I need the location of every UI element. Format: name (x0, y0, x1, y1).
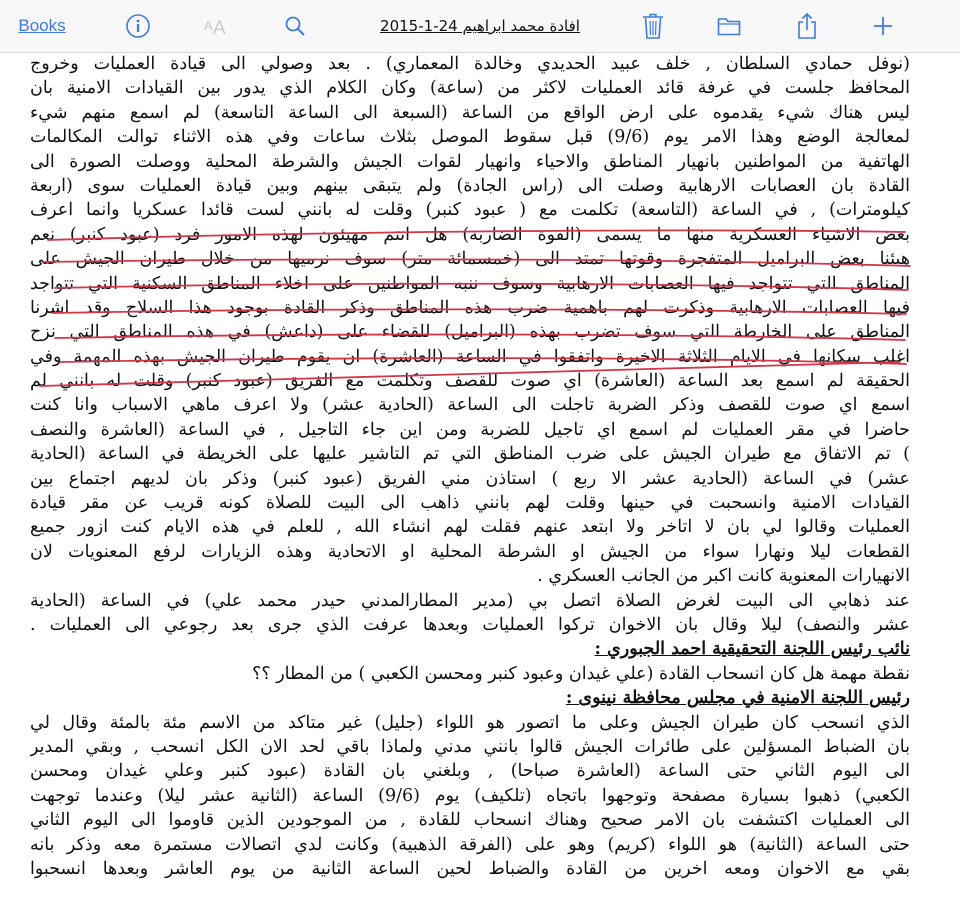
doc-line: القطعات ليلا ونهارا سواء من الجيش او الشرطة المحلية او الاتحادية وهذه الزيارات لرفع المعنويات لان (30, 541, 910, 562)
books-back-link[interactable]: Books (18, 16, 66, 35)
info-button[interactable] (121, 0, 155, 52)
svg-text:A: A (213, 18, 226, 39)
doc-line: كيلومترات) , في الساعة (التاسعة) تكلمت مع ( عبود كنبر) وقلت له بانني لست قائدا عسكريا وانما اعرف (30, 200, 910, 221)
doc-line: القادة بان العصابات الارهابية وصلت الى (راس الجادة) ولم يتبقى بينهم وبين قيادة العمليات سوى (اربعة (30, 175, 910, 196)
doc-line: عشر والنصف) ليلا وقال بان الاخوان تركوا العمليات وبعدها عرفت الذي جرى بعد رجوعي الى العمليات . (30, 614, 910, 635)
doc-line: فيها العصابات الارهابية وذكرت لهم باهمية ضرب هذه المناطق وذكر القادة بوجود هذا السلاح وقد اشرنا (30, 297, 910, 318)
doc-line: (نوفل حمادي السلطان , خلف عبيد الحديدي وخالدة المعماري) . بعد وصولي الى قيادة العمليات وخروج (30, 54, 910, 74)
doc-line: ليس هناك شيء يقدموه على ارض الواقع من الساعة (السبعة الى الساعة التاسعة) لم اسمع منهم شيء (30, 102, 910, 123)
doc-line: الى العمليات اكتشفت بان الامر صحيح وهناك انسحاب للقادة , من الموجودين الذين قاوموا الى اليوم الثاني (30, 810, 910, 831)
doc-line: بقي مع الاخوان ومعه اخرين من القادة والضباط لحين الساعة الثانية من يوم العاشر وبعدها انسحبوا (30, 858, 910, 879)
doc-line: القيادات الامنية وانسحبت في حينها وقلت لهم بانني ذاهب الى البيت للصلاة كونه قريب عن مقر قيادة (30, 493, 910, 514)
doc-line: الى اليوم الثاني حتى الساعة (العاشرة صباحا) , وبلغني بان القادة (عبود كنبر وعلي غيدان ومحسن (30, 761, 910, 782)
document-body (30, 52, 910, 900)
text-size-button[interactable] (200, 0, 234, 52)
doc-line: الذي انسحب كان طيران الجيش وعلى ما اتصور هو اللواء (جليل) غير متاكد من الاسم مئة بالمئة وقال لي (30, 712, 910, 733)
doc-line: عند ذهابي الى البيت لغرض الصلاة اتصل بي (مدير المطارالمدني حيدر محمد علي) في الساعة (الحادية (30, 590, 910, 611)
doc-line: نقطة مهمة هل كان انسحاب القادة (علي غيدان وعبود كنبر ومحسن الكعبي ) من المطار ؟؟ (252, 663, 910, 684)
doc-line: بان الضباط المسؤلين على طائرات الجيش قالوا بانني مدني ولماذا باقي لحد الان الكل انسحب , وبقي المدير (30, 736, 910, 757)
document-title: افادة محمد ابراهيم 24-1-2015 (380, 17, 580, 35)
doc-line: العمليات وقالوا لي بان لا اتاخر ولا ابتعد عنهم فقلت لهم انشاء الله , للعلم في هذه الايام كنت ازور جميع (30, 517, 910, 538)
doc-line: الحقيقة لم اسمع بعد الساعة (العاشرة) اي صوت للقصف وتكلمت مع الفريق (عبود كنبر) وقلت له بانني لم (30, 371, 910, 392)
trash-icon (641, 12, 665, 40)
doc-line: لمعالجة الوضع وهذا الامر يوم (9/6) قبل سقوط الموصل بثلاث ساعات وفي هذه الاثناء توالت المكالمات (30, 127, 910, 148)
doc-line: اسمع اي صوت للقصف وذكر الضربة تاجلت الى الساعة (الحادية عشر) ولا اعرف ماهي الاسباب وانا كنت (30, 395, 910, 416)
doc-line: حاضرا في مقر العمليات لم اسمع اي تاجيل للضربة ومن اين جاء التاجيل , في الساعة (العاشرة والنصف (30, 419, 910, 440)
doc-line: الكعبي) ذهبوا بسيارة مصفحة وتوجهوا باتجاه (تلكيف) يوم (9/6) الساعة (الثانية عشر ليلا) وعندما توجهت (30, 785, 910, 806)
doc-line: المناطق التي تتواجد فيها العصابات الارهابية وسوف ننبه المواطنين على اخلاء المناطق السكنية التي تتواجد (30, 273, 910, 294)
speaker-heading: نائب رئيس اللجنة التحقيقية احمد الجبوري : (594, 639, 910, 660)
doc-line: ) تم الاتفاق مع طيران الجيش على ضرب المناطق التي تم التاشير عليها على الخريطة في الساعة (الحادية (30, 444, 910, 465)
speaker-heading: رئيس اللجنة الامنية في مجلس محافظة نينوى : (565, 688, 910, 709)
text-size-icon (202, 13, 232, 39)
search-button[interactable] (278, 0, 312, 52)
svg-text:A: A (204, 18, 213, 33)
info-icon (125, 13, 151, 39)
doc-line: المحافظ جلست في غرفة قائد العمليات لاكثر من (ساعة) وكان الكلام الذي يدور بين القيادات الامنية بان (30, 78, 910, 99)
doc-line: عشر) في الساعة (الحادية عشر الا ربع ) استاذن مني الفريق (عبود كنبر) وذكر بان لديهم اجتماع بين (30, 468, 910, 489)
doc-line: هيئنا بعض البراميل المتفجرة وقوتها تمتد الى (خمسمائة متر) سوف نرميها من خلال طيران الجيش على (30, 249, 910, 270)
folder-button[interactable] (712, 0, 746, 52)
folder-icon (717, 16, 741, 36)
doc-line: اغلب سكانها في الايام الثلاثة الاخيرة واتفقوا في الساعة (العاشرة) ان يقوم طيران الجيش بهذه المهمة وفي (30, 346, 910, 367)
doc-line: بعض الاشياء العسكرية منها ما يسمى (القوة الضاربة) هل انتم مهيئون لهذه الامور فرد (عبود كنبر) نعم (30, 224, 910, 245)
doc-line: المناطق على الخارطة التي سوف تضرب بهذه (البراميل) للقضاء على (داعش) في هذه المناطق التي نزح (30, 322, 910, 343)
top-toolbar (0, 0, 960, 53)
share-icon (795, 12, 819, 40)
doc-line: حتى الساعة (الثانية) هو اللواء (كريم) وهو على (الفرقة الذهبية) وكانت لدي اتصالات مستمرة معه وذكر بانه (30, 834, 910, 855)
share-button[interactable] (790, 0, 824, 52)
doc-line: الهاتفية من المواطنين بانهيار المناطق والاحياء وانهيار لقوات الجيش والشرطة المحلية ووصلت الصورة الى (30, 151, 910, 172)
add-icon (872, 15, 894, 37)
add-button[interactable] (866, 0, 900, 52)
doc-line: الانهيارات المعنوية كانت اكبر من الجانب العسكري . (537, 566, 910, 587)
search-icon (283, 14, 307, 38)
delete-button[interactable] (636, 0, 670, 52)
